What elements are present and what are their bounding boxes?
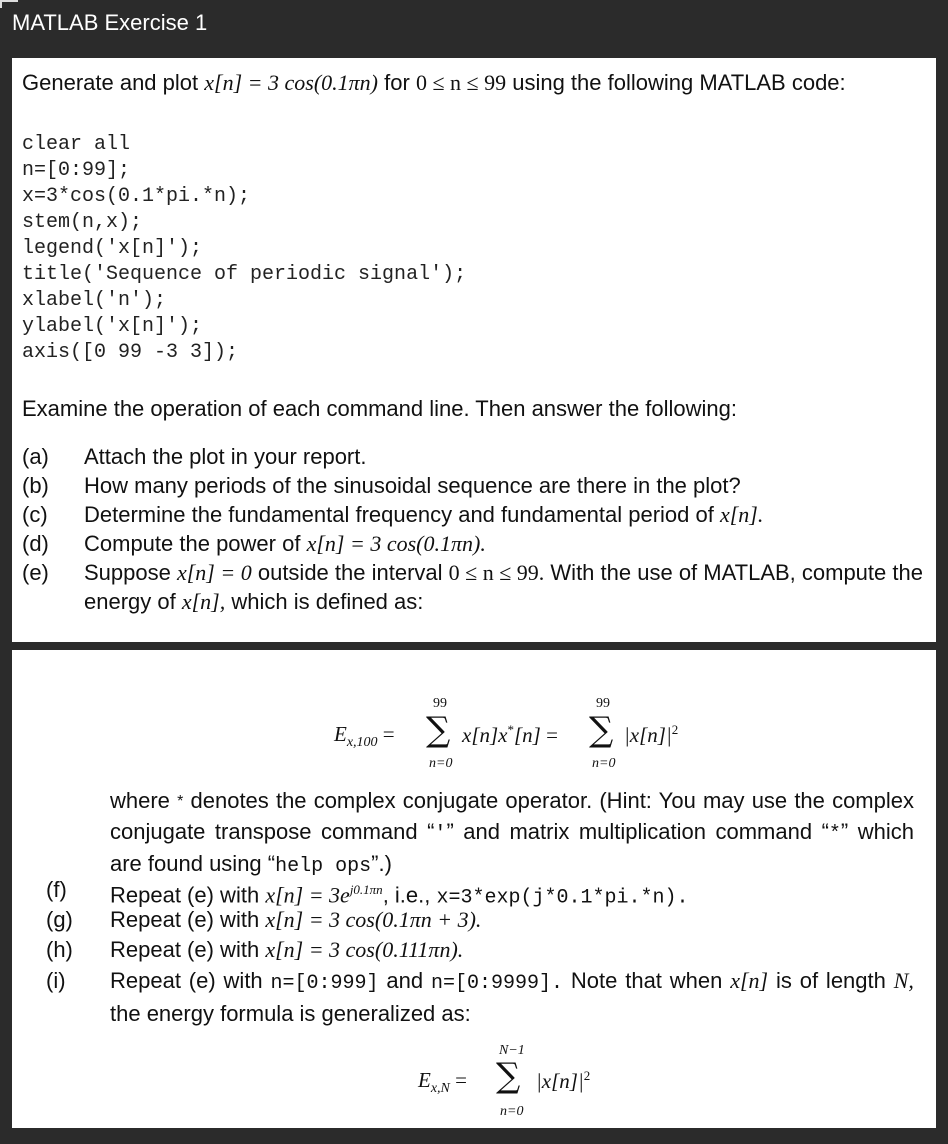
eq100-sum2-symbol: ∑ — [589, 710, 614, 750]
intro-text — [22, 68, 926, 98]
question-text: Attach the plot in your report. — [84, 444, 367, 469]
eqn-equals: = — [455, 1068, 467, 1092]
matlab-code-block — [22, 132, 926, 366]
eq100-sum2-lower: n=0 — [592, 756, 616, 771]
intro-prefix: Generate and plot — [22, 70, 199, 95]
question-e-text-c: With the use of MATLAB, compute the energy of — [84, 560, 923, 614]
question-i-text-a: Repeat (e) with — [110, 968, 263, 993]
eqn-sum-lower: n=0 — [500, 1104, 524, 1119]
question-text — [84, 558, 926, 616]
question-list — [22, 442, 926, 616]
question-e-math-a: x[n] = 0 — [176, 560, 252, 585]
eq100-term1-end: [n] — [514, 723, 541, 747]
intro-math-expr: x[n] = 3 cos(0.1πn) — [204, 70, 378, 95]
eq100-term1-sup: * — [507, 722, 514, 737]
question-i-math: x[n] — [730, 968, 769, 993]
question-text — [84, 500, 926, 529]
eqn-term-sup: 2 — [583, 1068, 591, 1083]
question-i-code1: n=[0:999] — [270, 972, 379, 995]
examine-text: Examine the operation of each command line. Then answer the following: — [22, 396, 738, 421]
intro-for: for — [384, 70, 410, 95]
question-f-code: x=3*exp(j*0.1*pi.*n). — [436, 886, 689, 910]
question-text — [110, 935, 914, 965]
question-e-math-b: 0 ≤ n ≤ 99. — [448, 560, 545, 585]
eq100-term1 — [462, 722, 558, 748]
eq100-lhs-symbol: E — [334, 722, 347, 746]
question-i-text-c: Note that when — [570, 968, 723, 993]
eq100-lhs-sub: x,100 — [346, 735, 378, 751]
eq100-sum1-lower: n=0 — [429, 756, 453, 771]
where-e: ”.) — [371, 851, 392, 876]
question-i-text-b: and — [386, 968, 424, 993]
where-quote-cmd: ' — [434, 822, 447, 846]
question-c-math: x[n]. — [719, 502, 764, 527]
code-line: ylabel('x[n]'); — [22, 315, 203, 338]
question-text — [110, 966, 914, 1028]
eq100-sum2-upper: 99 — [596, 696, 610, 711]
question-b — [22, 471, 926, 500]
eq100-term2-sup: 2 — [671, 722, 679, 737]
question-g-math: x[n] = 3 cos(0.1πn + 3). — [265, 907, 482, 932]
code-line: title('Sequence of periodic signal'); — [22, 263, 467, 286]
eq100-term1-main: x[n]x — [462, 723, 508, 747]
exercise-panel-upper — [12, 58, 936, 642]
intro-suffix: using the following MATLAB code: — [512, 70, 846, 95]
eqn-sum-upper: N−1 — [499, 1043, 525, 1058]
question-e-text-d: which is defined as: — [231, 589, 424, 614]
where-help-cmd: help ops — [275, 855, 372, 878]
window-corner — [0, 0, 18, 8]
eqn-term-main: |x[n]| — [536, 1069, 584, 1093]
code-line: n=[0:99]; — [22, 159, 131, 182]
question-a — [22, 442, 926, 471]
question-i-code2: n=[0:9999]. — [431, 972, 564, 995]
eq100-term2 — [624, 722, 678, 748]
question-i-math-n: N, — [893, 968, 914, 993]
eq100-lhs — [334, 722, 395, 751]
question-text: How many periods of the sinusoidal sequence are there in the plot? — [84, 473, 741, 498]
question-label: (b) — [22, 473, 49, 498]
question-g — [46, 905, 914, 935]
question-h-text-a: Repeat (e) with — [110, 937, 260, 962]
intro-math-range: 0 ≤ n ≤ 99 — [415, 70, 507, 95]
question-c — [22, 500, 926, 529]
code-line: legend('x[n]'); — [22, 237, 203, 260]
question-label: (c) — [22, 502, 48, 527]
question-text — [84, 529, 926, 558]
where-a: where — [110, 788, 170, 813]
question-h-math: x[n] = 3 cos(0.111πn). — [265, 937, 464, 962]
question-label: (a) — [22, 444, 49, 469]
question-label: (d) — [22, 531, 49, 556]
code-line: stem(n,x); — [22, 211, 143, 234]
eq100-sum1-upper: 99 — [433, 696, 447, 711]
where-d: ” which are found using “ — [110, 818, 914, 876]
question-i — [46, 966, 914, 1028]
question-e-text-b: outside the interval — [257, 560, 443, 585]
code-line: x=3*cos(0.1*pi.*n); — [22, 185, 251, 208]
question-text — [110, 905, 914, 935]
question-g-text-a: Repeat (e) with — [110, 907, 260, 932]
question-label: (f) — [46, 877, 67, 902]
code-line: xlabel('n'); — [22, 289, 167, 312]
question-label: (h) — [46, 937, 73, 962]
question-label: (i) — [46, 968, 66, 993]
eqn-sum-symbol: ∑ — [496, 1056, 521, 1096]
eqn-lhs-symbol: E — [418, 1068, 431, 1092]
eq100-equals: = — [382, 722, 395, 746]
eq100-term2-main: |x[n]| — [624, 723, 672, 747]
code-line: axis([0 99 -3 3]); — [22, 341, 239, 364]
question-f-text-a: Repeat (e) with — [110, 882, 260, 908]
question-d — [22, 529, 926, 558]
question-f-text-b: , i.e., — [382, 882, 431, 908]
question-e-math-c: x[n], — [181, 589, 226, 614]
question-i-text-e: the energy formula is generalized as: — [110, 1000, 471, 1026]
question-f-math-sup: j0.1πn — [349, 882, 383, 897]
eqn-term — [536, 1068, 590, 1094]
where-c: ” and matrix multiplication command “ — [446, 818, 829, 844]
eqn-lhs-sub: x,N — [430, 1081, 450, 1097]
code-line: clear all — [22, 133, 131, 156]
question-i-text-d: is of length — [775, 968, 886, 993]
window-title: MATLAB Exercise 1 — [0, 0, 948, 46]
where-star: * — [177, 793, 184, 810]
question-e — [22, 558, 926, 616]
eq100-equals-2: = — [546, 723, 558, 747]
question-e-text-a: Suppose — [84, 560, 171, 585]
exercise-panel-lower — [12, 650, 936, 1128]
question-d-math: x[n] = 3 cos(0.1πn). — [306, 531, 486, 556]
where-b: denotes the complex conjugate operator. (Hint: You may use the complex conjugate transpose command “ — [110, 788, 914, 844]
where-star-cmd: * — [828, 822, 841, 846]
question-label: (g) — [46, 907, 73, 932]
question-h — [46, 935, 914, 965]
question-label: (e) — [22, 560, 49, 585]
question-f-math: x[n] = 3e — [265, 882, 350, 908]
question-c-text: Determine the fundamental frequency and fundamental period of — [84, 502, 714, 527]
question-d-text: Compute the power of — [84, 531, 301, 556]
eq100-sum1-symbol: ∑ — [426, 710, 451, 750]
where-paragraph — [110, 786, 914, 882]
eqn-lhs — [418, 1068, 467, 1097]
